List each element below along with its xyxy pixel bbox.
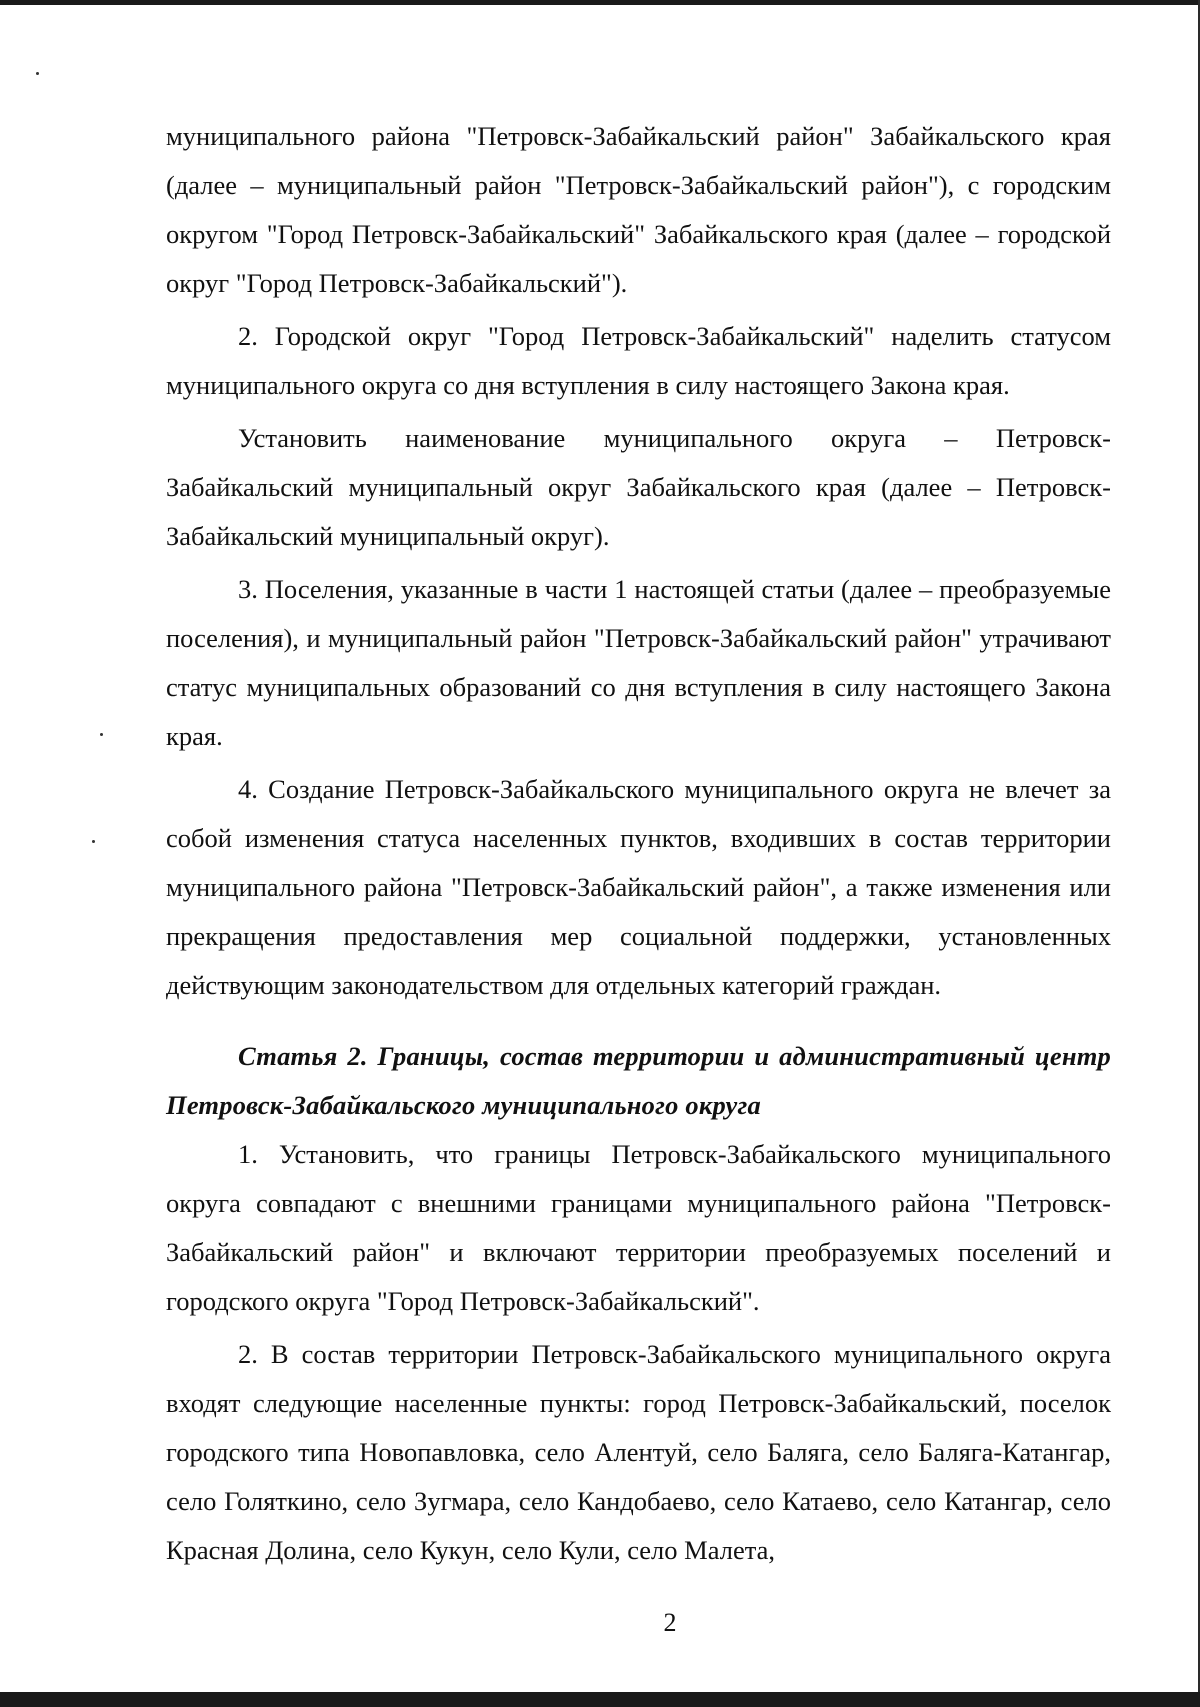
article-2-paragraph-1: 1. Установить, что границы Петровск-Забайкальского муниципального округа совпадают с внешними границами муниципального района "Петровск-Забайкальский район" и включают территории преобразуемых поселений и городского округа "Город Петровск-Забайкальский". [166,1139,1111,1316]
paragraph-item-2: 2. Городской округ "Город Петровск-Забайкальский" наделить статусом муниципального округа со дня вступления в силу настоящего Закона края. [166,321,1111,400]
scan-speck [36,72,39,75]
paragraph-item-3: 3. Поселения, указанные в части 1 настоящей статьи (далее – преобразуемые поселения), и муниципальный район "Петровск-Забайкальский район" утрачивают статус муниципальных образований со дня вступления в силу настоящего Закона края. [166,574,1111,751]
scan-bottom-edge [0,1692,1200,1707]
paragraph-item-4: 4. Создание Петровск-Забайкальского муниципального округа не влечет за собой изменения статуса населенных пунктов, входивших в состав территории муниципального района "Петровск-Забайкальский район", а также изменения или прекращения предоставления мер социальной поддержки, установленных действующим законодательством для отдельных категорий граждан. [166,774,1111,1000]
article-2-paragraph-2: 2. В состав территории Петровск-Забайкальского муниципального округа входят следующие населенные пункты: город Петровск-Забайкальский, поселок городского типа Новопавловка, село Алентуй, село Баляга, село Баляга-Катангар, село Голяткино, село Зугмара, село Кандобаево, село Катаево, село Катангар, село Красная Долина, село Кукун, село Кули, село Малета, [166,1339,1111,1565]
article-2-heading: Статья 2. Границы, состав территории и административный центр Петровск-Забайкальского муниципального округа [166,1041,1111,1120]
document-body [166,112,1111,1575]
paragraph-continuation: муниципального района "Петровск-Забайкальский район" Забайкальского края (далее – муниципальный район "Петровск-Забайкальский район"), с городским округом "Город Петровск-Забайкальский" Забайкальского края (далее – городской округ "Город Петровск-Забайкальский"). [166,121,1111,298]
paragraph-naming: Установить наименование муниципального округа – Петровск-Забайкальский муниципальный округ Забайкальского края (далее – Петровск-Забайкальский муниципальный округ). [166,423,1111,551]
scan-speck [92,840,95,843]
page-number: 2 [663,1608,677,1637]
scan-speck [100,733,103,736]
scan-top-edge [0,0,1200,5]
